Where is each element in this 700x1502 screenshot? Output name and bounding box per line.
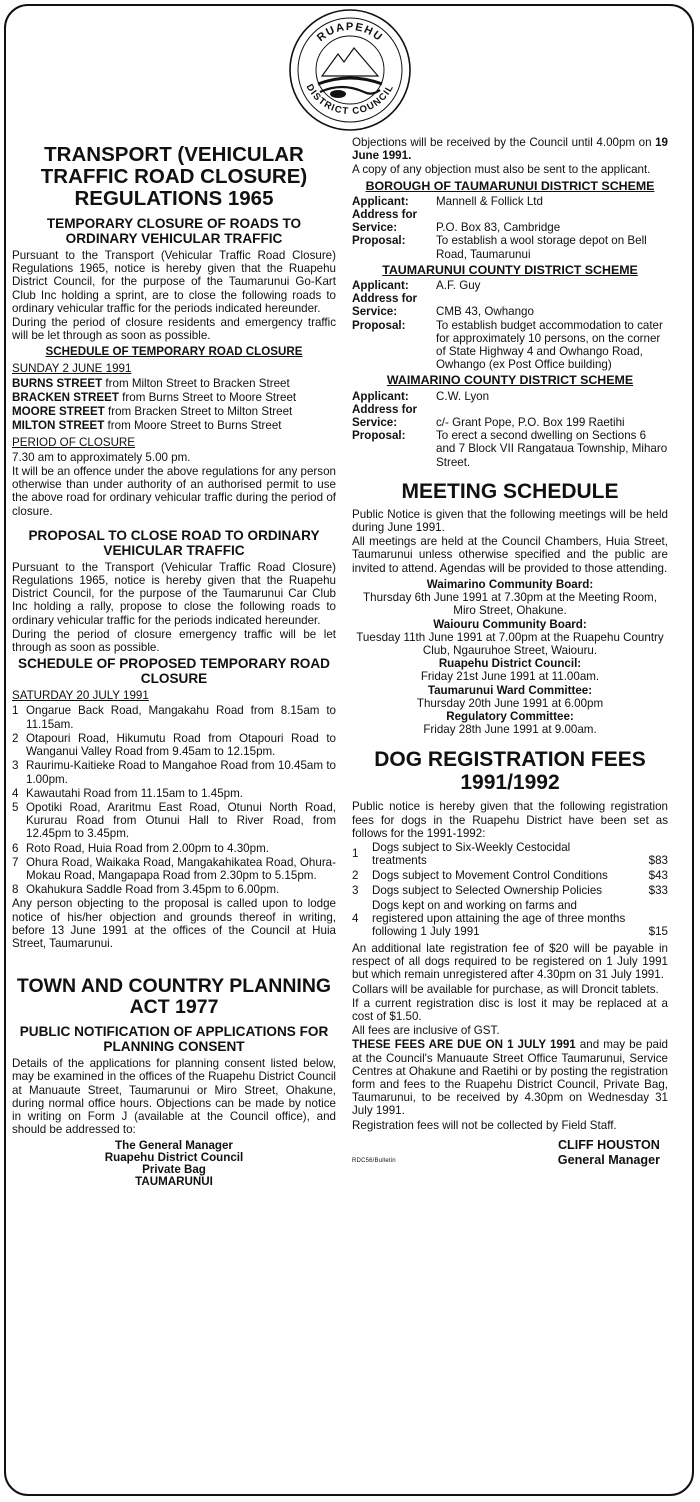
fees-due-paragraph: THESE FEES ARE DUE ON 1 JULY 1991 and may be paid at the Council's Manuaute Street Office Taumarunui, Service Centres at Ohakune and Raetihi or by posting the registration form and fees to the Ruapehu District Council, Private Bag, Taumarunui, to be received by 4.30pm on Wednesday 31 July 1991. — [352, 1038, 669, 1118]
closure-date: SUNDAY 2 JUNE 1991 — [12, 361, 132, 375]
scheme-block: BOROUGH OF TAUMARUNUI DISTRICT SCHEME Applicant: Mannell & Follick Ltd Address for Service: P.O. Box 83, Cambridge Proposal: To establish a wool storage depot on Bell Road, Taumarunui — [352, 180, 668, 261]
list-item: 5 Opotiki Road, Araritmu East Road, Otunui North Road, Kururau Road from Otunui Hall to River Road, from 12.45pm to 3.45pm. — [12, 800, 336, 841]
list-item: 3 Raurimu-Kaitieke Road to Mangahoe Road from 10.45am to 1.00pm. — [12, 759, 336, 786]
scheme-block: TAUMARUNUI COUNTY DISTRICT SCHEME Applicant: A.F. Guy Address for Service: CMB 43, Owhango Proposal: To establish budget accommodation to cater for approximately 10 persons, on the corner of State Highway 4 and Owhango Road, Owhango (ex Post Office building) — [352, 264, 668, 372]
signature-block — [352, 1138, 668, 1168]
table-row: 2 Dogs subject to Movement Control Conditions $43 — [352, 868, 668, 882]
list-item: 4 Kawautahi Road from 11.15am to 1.45pm. — [12, 786, 243, 800]
seal-text-top: RUAPEHU — [314, 20, 386, 45]
collars-paragraph: Collars will be available for purchase, as will Droncit tablets. — [352, 982, 659, 996]
meeting-venue-paragraph: All meetings are held at the Council Chambers, Huia Street, Taumarunui unless otherwise specified and the public are invited to attend. Agendas will be provided to those attending. — [352, 535, 668, 575]
list-item: Waiouru Community Board: Tuesday 11th June 1991 at 7.00pm at the Ruapehu Country Club, Ngauruhoe Street, Waiouru. — [356, 617, 664, 657]
street-item: BRACKEN STREET from Burns Street to Moore Street — [12, 391, 297, 405]
scheme-title: TAUMARUNUI COUNTY DISTRICT SCHEME — [382, 262, 638, 277]
transport-paragraph: Pursuant to the Transport (Vehicular Traffic Road Closure) Regulations 1965, notice is hereby given that the Ruapehu District Council, for the purpose of the Taumarunui Go-Kart Club Inc holding a sprint, are to close the following roads to ordinary vehicular traffic for the periods indicated hereunder. — [12, 249, 336, 315]
scheme-block: WAIMARINO COUNTY DISTRICT SCHEME Applicant: C.W. Lyon Address for Service: c/- Grant Pope, P.O. Box 199 Raetihi Proposal: To erect a second dwelling on Sections 6 and 7 Block VII Rangataua Township, Miharo Street. — [352, 373, 668, 469]
period-label: PERIOD OF CLOSURE — [12, 435, 136, 449]
emergency-paragraph: During the period of closure emergency traffic will be let through as soon as possible. — [12, 627, 336, 655]
schedule-proposed-heading: SCHEDULE OF PROPOSED TEMPORARY ROAD CLOSURE — [18, 656, 330, 687]
disc-paragraph: If a current registration disc is lost it may be replaced at a cost of $1.50. — [352, 996, 668, 1023]
list-item: Waimarino Community Board: Thursday 6th June 1991 at 7.30pm at the Meeting Room, Miro Street, Ohakune. — [363, 577, 657, 618]
table-row: 1 Dogs subject to Six-Weekly Cestocidal treatments $83 — [352, 840, 668, 867]
bulletin-code: RDC56/Bulletin — [352, 1157, 396, 1164]
temporary-closure-heading: TEMPORARY CLOSURE OF ROADS TO ORDINARY VEHICULAR TRAFFIC — [46, 216, 302, 246]
dog-fees-intro: Public notice is hereby given that the following registration fees for dogs in the Ruapehu District have been set as follows for the 1991-1992: — [352, 800, 668, 840]
meeting-schedule-title: MEETING SCHEDULE — [401, 479, 619, 503]
table-row: 4 Dogs kept on and working on farms and registered upon attaining the age of three months following 1 July 1991 $15 — [352, 898, 668, 938]
planning-consent-heading: PUBLIC NOTIFICATION OF APPLICATIONS FOR PLANNING CONSENT — [19, 1024, 329, 1055]
scheme-title: WAIMARINO COUNTY DISTRICT SCHEME — [386, 373, 634, 388]
street-list — [12, 377, 336, 433]
left-column — [12, 136, 336, 1188]
road-list — [12, 704, 336, 896]
offence-paragraph: It will be an offence under the above regulations for any person otherwise than under authority of an authorised permit to use the above road for ordinary vehicular traffic during the period of closure. — [12, 465, 336, 518]
council-seal-logo — [282, 6, 418, 134]
planning-act-title: TOWN AND COUNTRY PLANNING ACT 1977 — [16, 975, 332, 1019]
fees-table — [352, 841, 668, 940]
field-staff-paragraph: Registration fees will not be collected by Field Staff. — [352, 1118, 617, 1132]
list-item: Ruapehu District Council: Friday 21st June 1991 at 11.00am. — [420, 657, 600, 684]
proposal-paragraph: Pursuant to the Transport (Vehicular Traffic Road Closure) Regulations 1965, notice is hereby given that the Ruapehu District Council, for the purpose of the Taumarunui Car Club Inc holding a rally, propose to close the following roads to ordinary vehicular traffic for the periods indicated hereunder. — [12, 560, 336, 627]
right-column — [352, 136, 668, 1168]
period-time: 7.30 am to approximately 5.00 pm. — [12, 450, 191, 464]
dog-fees-title: DOG REGISTRATION FEES 1991/1992 — [374, 748, 646, 795]
list-item: Regulatory Committee: Friday 28th June 1991 at 9.00am. — [423, 709, 597, 737]
scheme-title: BOROUGH OF TAUMARUNUI DISTRICT SCHEME — [365, 178, 655, 193]
list-item: 8 Okahukura Saddle Road from 3.45pm to 6.00pm. — [12, 883, 280, 897]
rally-date: SATURDAY 20 JULY 1991 — [12, 689, 149, 703]
signer — [558, 1138, 660, 1168]
street-item: MILTON STREET from Moore Street to Burns Street — [12, 419, 282, 433]
list-item: 2 Otapouri Road, Hikumutu Road from Otapouri Road to Wanganui Valley Road from 9.45am to 12.15pm. — [12, 731, 336, 759]
gst-paragraph: All fees are inclusive of GST. — [352, 1024, 500, 1038]
meeting-list — [352, 578, 668, 736]
council-address: The General Manager Ruapehu District Council Private Bag TAUMARUNUI — [104, 1139, 244, 1189]
closure-residents-paragraph: During the period of closure residents and emergency traffic will be let through as soon as possible. — [12, 316, 336, 343]
list-item: 7 Ohura Road, Waikaka Road, Mangakahikatea Road, Ohura-Mokau Road, Mangapapa Road from 2.30pm to 5.15pm. — [12, 855, 336, 882]
meeting-notice-paragraph: Public Notice is given that the following meetings will be held during June 1991. — [352, 507, 668, 535]
objections-paragraph: Objections will be received by the Council until 4.00pm on 19 June 1991. — [352, 136, 668, 163]
planning-paragraph: Details of the applications for planning consent listed below, may be examined in the offices of the Ruapehu District Council at Manuaute Street, Taumarunui or Miro Street, Ohakune, during normal office hours. Objections can be made by notice in writing on Form J (available at the Council office), and should be addressed to: — [12, 1057, 336, 1137]
list-item: 6 Roto Road, Huia Road from 2.00pm to 4.30pm. — [12, 841, 269, 855]
table-row: 3 Dogs subject to Selected Ownership Policies $33 — [352, 883, 668, 897]
street-item: MOORE STREET from Bracken Street to Milton Street — [12, 405, 293, 419]
signer-name: CLIFF HOUSTON — [557, 1137, 660, 1152]
seal-text-bottom: DISTRICT COUNCIL — [303, 82, 397, 118]
objection-paragraph: Any person objecting to the proposal is called upon to lodge notice of his/her objection and grounds thereof in writing, before 13 June 1991 at the offices of the Council at Huia Street, Taumarunui. — [12, 897, 336, 950]
signer-title: General Manager — [557, 1152, 660, 1167]
list-item: Taumarunui Ward Committee: Thursday 20th June 1991 at 6.00pm — [416, 683, 604, 710]
schedule-temporary-heading: SCHEDULE OF TEMPORARY ROAD CLOSURE — [45, 345, 303, 359]
transport-title: TRANSPORT (VEHICULAR TRAFFIC ROAD CLOSURE) REGULATIONS 1965 — [40, 143, 308, 210]
late-fee-paragraph: An additional late registration fee of $20 will be payable in respect of all dogs required to be registered on 1 July 1991 but which remain unregistered after 4.30pm on 31 July 1991. — [352, 941, 668, 982]
list-item: 1 Ongarue Back Road, Mangakahu Road from 8.15am to 11.15am. — [12, 704, 336, 731]
proposal-close-road-heading: PROPOSAL TO CLOSE ROAD TO ORDINARY VEHICULAR TRAFFIC — [28, 527, 320, 558]
copy-objection-paragraph: A copy of any objection must also be sent to the applicant. — [352, 163, 651, 177]
street-item: BURNS STREET from Milton Street to Bracken Street — [12, 376, 290, 390]
